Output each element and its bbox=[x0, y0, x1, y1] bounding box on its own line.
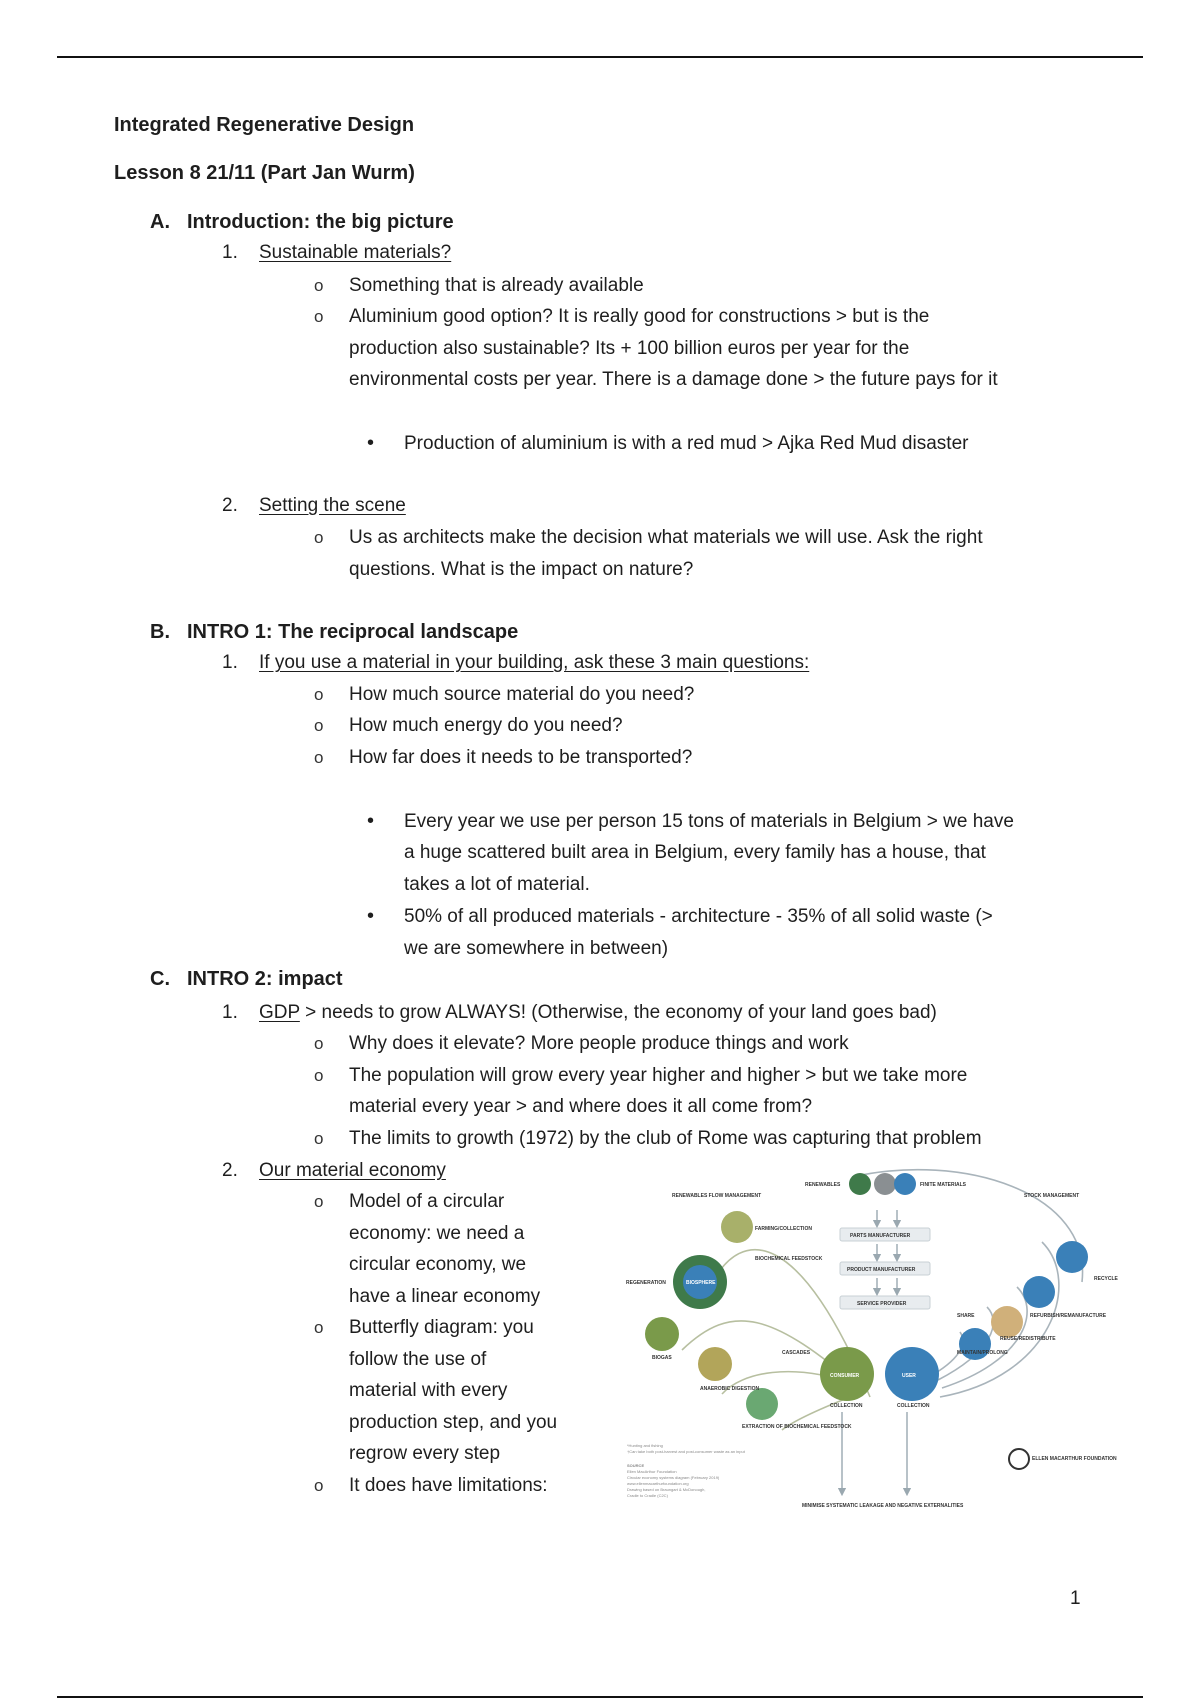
label-user: USER bbox=[902, 1373, 916, 1379]
source-line: www.ellenmacarthurfoundation.org bbox=[627, 1481, 689, 1486]
subheading-setting-the-scene: Setting the scene bbox=[259, 495, 406, 516]
label-biosphere: BIOSPHERE bbox=[686, 1280, 716, 1286]
section-c-marker: C. bbox=[150, 968, 170, 990]
source-line: Ellen MacArthur Foundation bbox=[627, 1469, 677, 1474]
label-biogas: BIOGAS bbox=[652, 1355, 672, 1361]
circle-bullet: o bbox=[314, 1192, 324, 1211]
list-item-continued: questions. What is the impact on nature? bbox=[349, 559, 694, 580]
list-item-continued: production also sustainable? Its + 100 billion euros per year for the bbox=[349, 338, 910, 359]
section-b-marker: B. bbox=[150, 621, 170, 643]
list-item: The limits to growth (1972) by the club of Rome was capturing that problem bbox=[349, 1128, 982, 1149]
label-farming: FARMING/COLLECTION bbox=[755, 1226, 812, 1232]
source-heading: SOURCE bbox=[627, 1463, 645, 1468]
document-title: Integrated Regenerative Design bbox=[114, 114, 415, 136]
list-item: It does have limitations: bbox=[349, 1475, 548, 1496]
dot-bullet: • bbox=[367, 432, 375, 454]
lesson-heading: Lesson 8 21/11 (Part Jan Wurm) bbox=[114, 162, 415, 184]
subheading-three-questions: If you use a material in your building, ask these 3 main questions: bbox=[259, 652, 810, 673]
circle-bullet: o bbox=[314, 307, 324, 326]
list-item: Why does it elevate? More people produce things and work bbox=[349, 1033, 849, 1054]
list-item-continued: material every year > and where does it all come from? bbox=[349, 1096, 813, 1117]
label-share: SHARE bbox=[957, 1313, 975, 1319]
butterfly-diagram bbox=[622, 1162, 1142, 1522]
foundation-logo bbox=[1009, 1449, 1029, 1469]
list-item-continued: production step, and you bbox=[349, 1412, 558, 1433]
list-item: Us as architects make the decision what materials we will use. Ask the right bbox=[349, 527, 983, 548]
list-item: Aluminium good option? It is really good for constructions > but is the bbox=[349, 306, 930, 327]
page-number: 1 bbox=[1070, 1588, 1081, 1609]
farming-icon bbox=[721, 1211, 753, 1243]
circle-bullet: o bbox=[314, 716, 324, 735]
bottom-rule bbox=[57, 1696, 1143, 1698]
list-item: Model of a circular bbox=[349, 1191, 505, 1212]
circle-bullet: o bbox=[314, 528, 324, 547]
list-item-continued: economy: we need a bbox=[349, 1223, 525, 1244]
label-service-provider: SERVICE PROVIDER bbox=[857, 1301, 907, 1307]
list-item-continued: regrow every step bbox=[349, 1443, 501, 1464]
label-anaerobic-digestion: ANAEROBIC DIGESTION bbox=[700, 1386, 760, 1392]
section-a-heading: Introduction: the big picture bbox=[187, 211, 454, 233]
item-number: 2. bbox=[222, 495, 238, 516]
section-c-heading: INTRO 2: impact bbox=[187, 968, 343, 990]
circle-bullet: o bbox=[314, 1476, 324, 1495]
circle-bullet: o bbox=[314, 1066, 324, 1085]
gdp-text: > needs to grow ALWAYS! (Otherwise, the economy of your land goes bad) bbox=[299, 1002, 937, 1023]
item-number: 1. bbox=[222, 242, 238, 263]
finite-materials-icon bbox=[894, 1173, 916, 1195]
section-b-heading: INTRO 1: The reciprocal landscape bbox=[187, 621, 519, 643]
refurbish-icon bbox=[1023, 1276, 1055, 1308]
extraction-icon bbox=[874, 1173, 896, 1195]
label-parts-manufacturer: PARTS MANUFACTURER bbox=[850, 1233, 911, 1239]
list-item-continued: circular economy, we bbox=[349, 1254, 527, 1275]
list-item: Every year we use per person 15 tons of materials in Belgium > we have bbox=[404, 811, 1014, 832]
circle-bullet: o bbox=[314, 1318, 324, 1337]
list-item-continued: have a linear economy bbox=[349, 1286, 541, 1307]
circle-bullet: o bbox=[314, 1129, 324, 1148]
label-recycle: RECYCLE bbox=[1094, 1276, 1118, 1282]
gdp-line bbox=[259, 997, 937, 1029]
footnote-hunting: *Hunting and fishing bbox=[627, 1443, 663, 1448]
label-renewables: RENEWABLES bbox=[805, 1182, 841, 1188]
list-item: How much source material do you need? bbox=[349, 684, 695, 705]
label-consumer: CONSUMER bbox=[830, 1373, 860, 1379]
label-minimise-leakage: MINIMISE SYSTEMATIC LEAKAGE AND NEGATIVE EXTERNALITIES bbox=[802, 1503, 964, 1509]
source-line: Cradle to Cradle (C2C) bbox=[627, 1493, 668, 1498]
reuse-icon bbox=[991, 1306, 1023, 1338]
list-item-continued: follow the use of bbox=[349, 1349, 487, 1370]
list-item: 50% of all produced materials - architecture - 35% of all solid waste (> bbox=[404, 906, 993, 927]
list-item-continued: we are somewhere in between) bbox=[404, 938, 669, 959]
extraction-feedstock-icon bbox=[746, 1388, 778, 1420]
label-product-manufacturer: PRODUCT MANUFACTURER bbox=[847, 1267, 916, 1273]
biogas-icon bbox=[645, 1317, 679, 1351]
top-rule bbox=[57, 56, 1143, 58]
dot-bullet: • bbox=[367, 810, 375, 832]
item-number: 1. bbox=[222, 652, 238, 673]
footnote-cascade: †Can take both post-harvest and post-consumer waste as an input bbox=[627, 1449, 745, 1454]
anaerobic-digestion-icon bbox=[698, 1347, 732, 1381]
list-item-continued: a huge scattered built area in Belgium, every family has a house, that bbox=[404, 842, 986, 863]
list-item-continued: takes a lot of material. bbox=[404, 874, 590, 895]
label-maintain: MAINTAIN/PROLONG bbox=[957, 1350, 1008, 1356]
label-collection-tech: COLLECTION bbox=[897, 1403, 930, 1409]
gdp-term: GDP bbox=[259, 1002, 300, 1023]
label-reuse: REUSE/REDISTRIBUTE bbox=[1000, 1336, 1056, 1342]
dot-bullet: • bbox=[367, 905, 375, 927]
label-renewables-flow: RENEWABLES FLOW MANAGEMENT bbox=[672, 1193, 762, 1199]
item-number: 1. bbox=[222, 1002, 238, 1023]
label-finite-materials: FINITE MATERIALS bbox=[920, 1182, 967, 1188]
circle-bullet: o bbox=[314, 1034, 324, 1053]
source-line: Circular economy systems diagram (February 2019) bbox=[627, 1475, 720, 1480]
label-cascades: CASCADES bbox=[782, 1350, 811, 1356]
list-item-continued: environmental costs per year. There is a damage done > the future pays for it bbox=[349, 369, 998, 390]
list-item: Production of aluminium is with a red mud > Ajka Red Mud disaster bbox=[404, 433, 969, 454]
list-item: Butterfly diagram: you bbox=[349, 1317, 534, 1338]
renewables-icon bbox=[849, 1173, 871, 1195]
item-number: 2. bbox=[222, 1160, 238, 1181]
subheading-sustainable-materials: Sustainable materials? bbox=[259, 242, 452, 263]
list-item: The population will grow every year higher and higher > but we take more bbox=[349, 1065, 968, 1086]
section-a-marker: A. bbox=[150, 211, 170, 233]
label-extraction-feedstock: EXTRACTION OF BIOCHEMICAL FEEDSTOCK bbox=[742, 1424, 852, 1430]
circle-bullet: o bbox=[314, 748, 324, 767]
label-foundation: ELLEN MACARTHUR FOUNDATION bbox=[1032, 1456, 1117, 1462]
circle-bullet: o bbox=[314, 276, 324, 295]
label-biochemical-feedstock: BIOCHEMICAL FEEDSTOCK bbox=[755, 1256, 823, 1262]
list-item: How far does it needs to be transported? bbox=[349, 747, 693, 768]
source-line: Drawing based on Braungart & McDonough, bbox=[627, 1487, 706, 1492]
label-regeneration: REGENERATION bbox=[626, 1280, 666, 1286]
recycle-icon bbox=[1056, 1241, 1088, 1273]
circle-bullet: o bbox=[314, 685, 324, 704]
list-item-continued: material with every bbox=[349, 1380, 508, 1401]
label-stock-management: STOCK MANAGEMENT bbox=[1024, 1193, 1080, 1199]
list-item: Something that is already available bbox=[349, 275, 644, 296]
label-collection-bio: COLLECTION bbox=[830, 1403, 863, 1409]
list-item: How much energy do you need? bbox=[349, 715, 623, 736]
subheading-material-economy: Our material economy bbox=[259, 1160, 446, 1181]
label-refurbish: REFURBISH/REMANUFACTURE bbox=[1030, 1313, 1107, 1319]
